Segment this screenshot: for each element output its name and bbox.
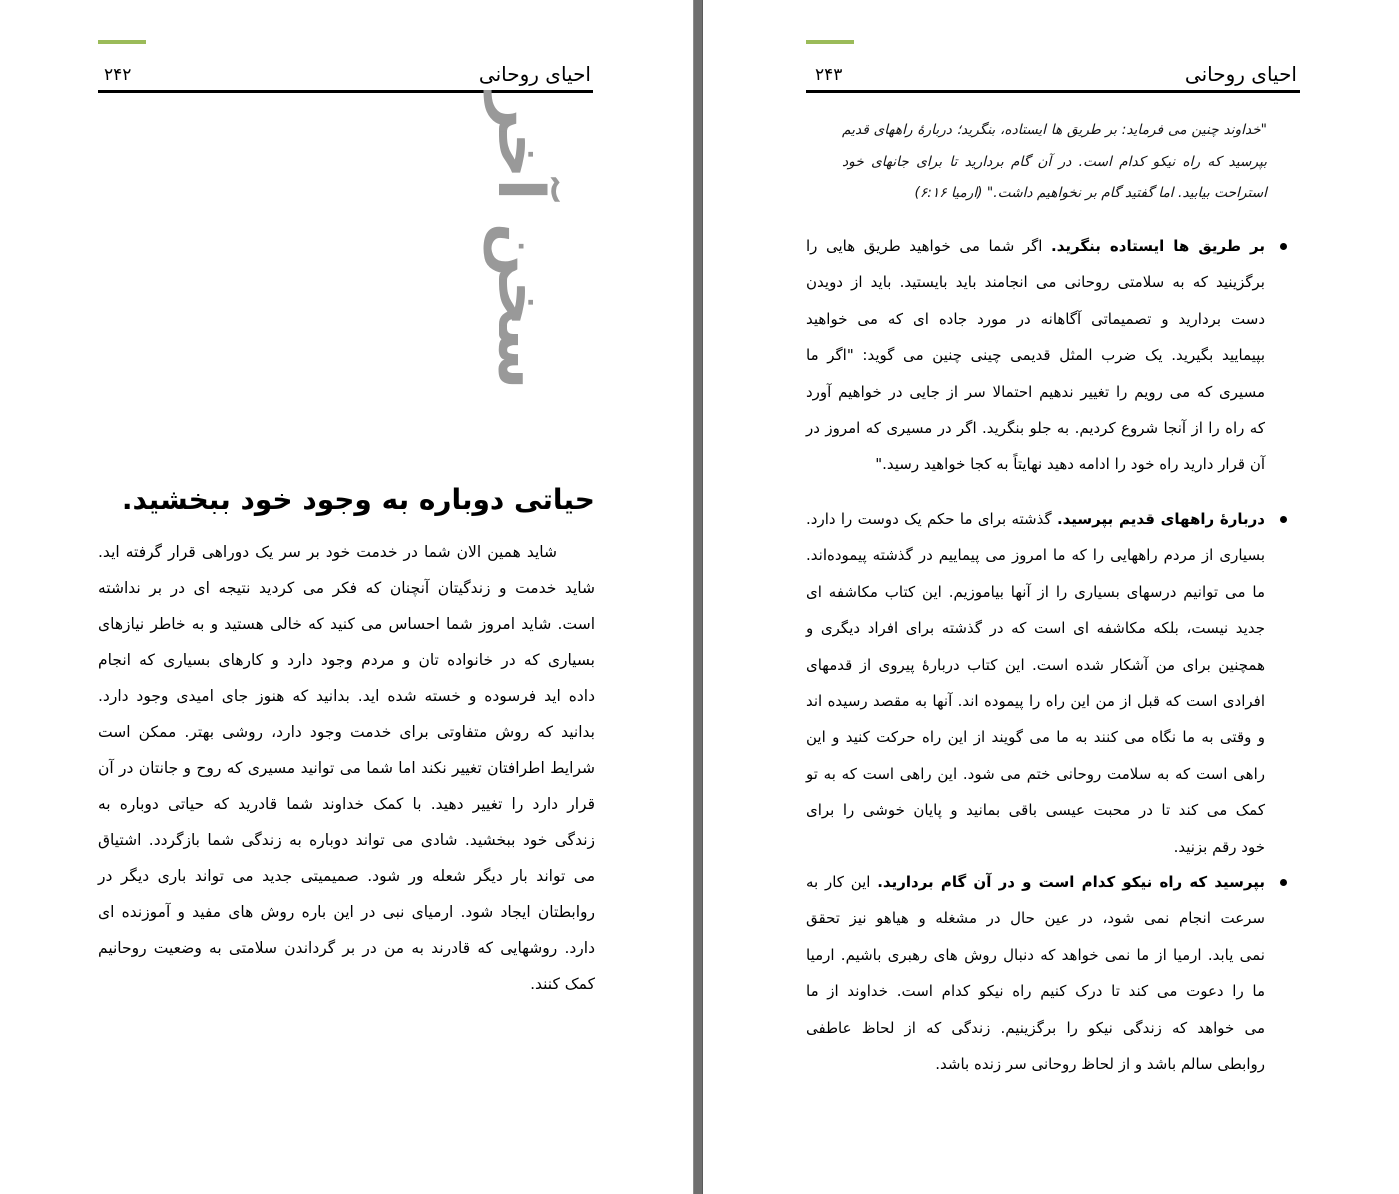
bullet-line	[806, 864, 1265, 900]
paragraph-line: شرایط اطرافتان تغییر نکند اما شما می توانید مسیری که روح و جانتان در آن	[98, 759, 595, 777]
paragraph-line: داده اید فرسوده و خسته شده اید. بدانید که هنوز جای امیدی وجود دارد.	[98, 687, 595, 705]
bullet-text	[806, 228, 1265, 483]
bullet-line-text: گذشته برای ما حکم یک دوست را دارد.	[806, 510, 1052, 528]
bullet-item	[806, 501, 1303, 856]
bullet-line: کمک می کند تا در محبت عیسی باقی بمانید و پایان خوشی را برای	[806, 801, 1265, 820]
bullet-line: افرادی است که قبل از من این راه را پیموده اند. آنها به مقصد رسیده اند	[806, 691, 1265, 710]
paragraph-line: بسیاری که در خانواده تان و مردم وجود دارد و کارهای بسیاری که انجام	[98, 651, 595, 669]
bullet-item	[806, 864, 1303, 1073]
paragraph-line: روابطتان ایجاد شود. ارمیای نبی در این باره روش های مفید و آموزنده ای	[98, 903, 595, 921]
bullet-line: مسیری که می رویم را تغییر ندهیم احتمالا سر از جایی در خواهیم آورد	[806, 382, 1265, 401]
bullet-line: نمی یابد. ارمیا از ما نمی خواهد که دنبال روش های رهبری باشیم. ارمیا	[806, 945, 1265, 964]
bullet-lead: دربارهٔ راههای قدیم بپرسید.	[1056, 510, 1265, 528]
bullet-line	[806, 501, 1265, 537]
paragraph-line: بدانید که روش متفاوتی برای خدمت وجود دارد، روشی بهتر. ممکن است	[98, 723, 595, 741]
paragraph-line: دارد. روشهایی که قادرند به من در بر گرداندن سلامتی به وضعیت روحانیم	[98, 939, 595, 957]
bullet-line: که راه را از آنجا شروع کردیم. به جلو بنگرید. اگر در مسیری که امروز در	[806, 418, 1265, 437]
paragraph-line: قرار دارد را تغییر دهید. با کمک خداوند شما قادرید که حیاتی دوباره به	[98, 795, 595, 813]
paragraph-line: شاید خدمت و زندگیتان آنچنان که فکر می کردید نتیجه ای در بر نداشته	[98, 579, 595, 597]
bullet-line: دست بردارید و تصمیماتی آگاهانه در مورد جاده ای که می خواهید	[806, 309, 1265, 328]
bullet-line: خود رقم بزنید.	[1173, 837, 1265, 856]
left-page	[0, 0, 693, 1194]
running-title: احیای روحانی	[478, 62, 591, 86]
bullet-lead: بر طریق ها ایستاده بنگرید.	[1051, 237, 1265, 255]
paragraph-line: زندگی خود ببخشید. شادی می تواند دوباره به زندگی شما بازگردد. اشتیاق	[98, 831, 595, 849]
page-gutter	[693, 0, 703, 1194]
quote-line: "خداوند چنین می فرماید: بر طریق ها ایستاده، بنگرید؛ دربارهٔ راههای قدیم	[842, 122, 1267, 138]
bullet-line: بپیمایید بگیرید. یک ضرب المثل قدیمی چینی چنین می گوید: "اگر ما	[806, 346, 1265, 365]
bullet-line: بسیاری از مردم راههایی را که ما امروز می پیماییم در گذشته پیموده‌اند.	[806, 546, 1265, 565]
bullet-icon	[1280, 516, 1287, 523]
quote-line: بپرسید که راه نیکو کدام است. در آن گام بردارید تا برای جانهای خود	[842, 153, 1267, 170]
page-number: ۲۴۳	[815, 65, 843, 85]
header-accent-bar	[98, 40, 146, 44]
page-number: ۲۴۲	[104, 65, 132, 85]
bullet-line: می خواهد که زندگی نیکو را برگزینیم. زندگی که از لحاظ عاطفی	[806, 1018, 1265, 1037]
paragraph-line: می تواند بار دیگر شعله ور شود. صمیمیتی جدید می تواند باری دیگر در	[98, 867, 595, 885]
bullet-text	[806, 501, 1265, 865]
bullet-icon	[1280, 243, 1287, 250]
section-heading: حیاتی دوباره به وجود خود ببخشید.	[121, 483, 595, 516]
paragraph-line: کمک کنند.	[530, 975, 595, 993]
paragraph-line: شاید همین الان شما در خدمت خود بر سر یک دوراهی قرار گرفته اید.	[98, 543, 557, 561]
right-page	[703, 0, 1399, 1194]
bullet-line	[806, 228, 1265, 264]
bullet-item	[806, 228, 1303, 474]
bullet-line: ما می توانیم درسهای بسیاری را از آنها بیاموزیم. این کتاب مکاشفه ای	[806, 582, 1265, 601]
bullet-line: ما را دعوت می کند تا درک کنیم راه نیکو کدام است. خداوند از ما	[806, 982, 1265, 1001]
bullet-line: جدید نیست، بلکه مکاشفه ای است که در گذشته برای افراد دیگری و	[806, 619, 1265, 638]
bullet-line: آن قرار دارید راه خود را ادامه دهید نهایتاً به کجا خواهید رسید."	[875, 455, 1265, 474]
bullet-text	[806, 864, 1265, 1082]
quote-line: استراحت بیابید. اما گفتید گام بر نخواهیم داشت." (ارمیا ۶:۱۶)	[914, 185, 1267, 201]
bullet-line: سرعت انجام نمی شود، در عین حال در مشغله و هیاهو نیز تحقق	[806, 909, 1265, 928]
bullet-lead: بپرسید که راه نیکو کدام است و در آن گام بردارید.	[877, 873, 1265, 891]
running-title: احیای روحانی	[1184, 62, 1297, 86]
paragraph-line: است. شاید امروز شما احساس می کنید که خالی هستید و به خاطر نیازهای	[98, 615, 595, 633]
bullet-line: همچنین برای من آشکار شده است. این کتاب دربارهٔ پیروی از قدمهای	[806, 655, 1265, 674]
bullet-line-text: اگر شما می خواهید طریق هایی را	[806, 237, 1043, 255]
body-paragraph	[98, 534, 595, 1002]
chapter-title: سخن آخر	[483, 92, 557, 390]
bullet-line: راهی است که به سلامت روحانی ختم می شود. این راهی است که به تو	[806, 764, 1265, 783]
bullet-line-text: این کار به	[806, 873, 871, 891]
bullet-icon	[1280, 879, 1287, 886]
bullet-line: برگزینید که به سلامتی روحانی می انجامند باید بایستید. باید از دویدن	[806, 273, 1265, 292]
bullet-line: روابطی سالم باشد و از لحاظ روحانی سر زنده باشد.	[935, 1054, 1265, 1073]
bullet-line: و وقتی به ما نگاه می کنند به ما می گویند از این راه حرکت کنید و این	[806, 728, 1265, 747]
bullet-list	[703, 0, 1399, 1194]
